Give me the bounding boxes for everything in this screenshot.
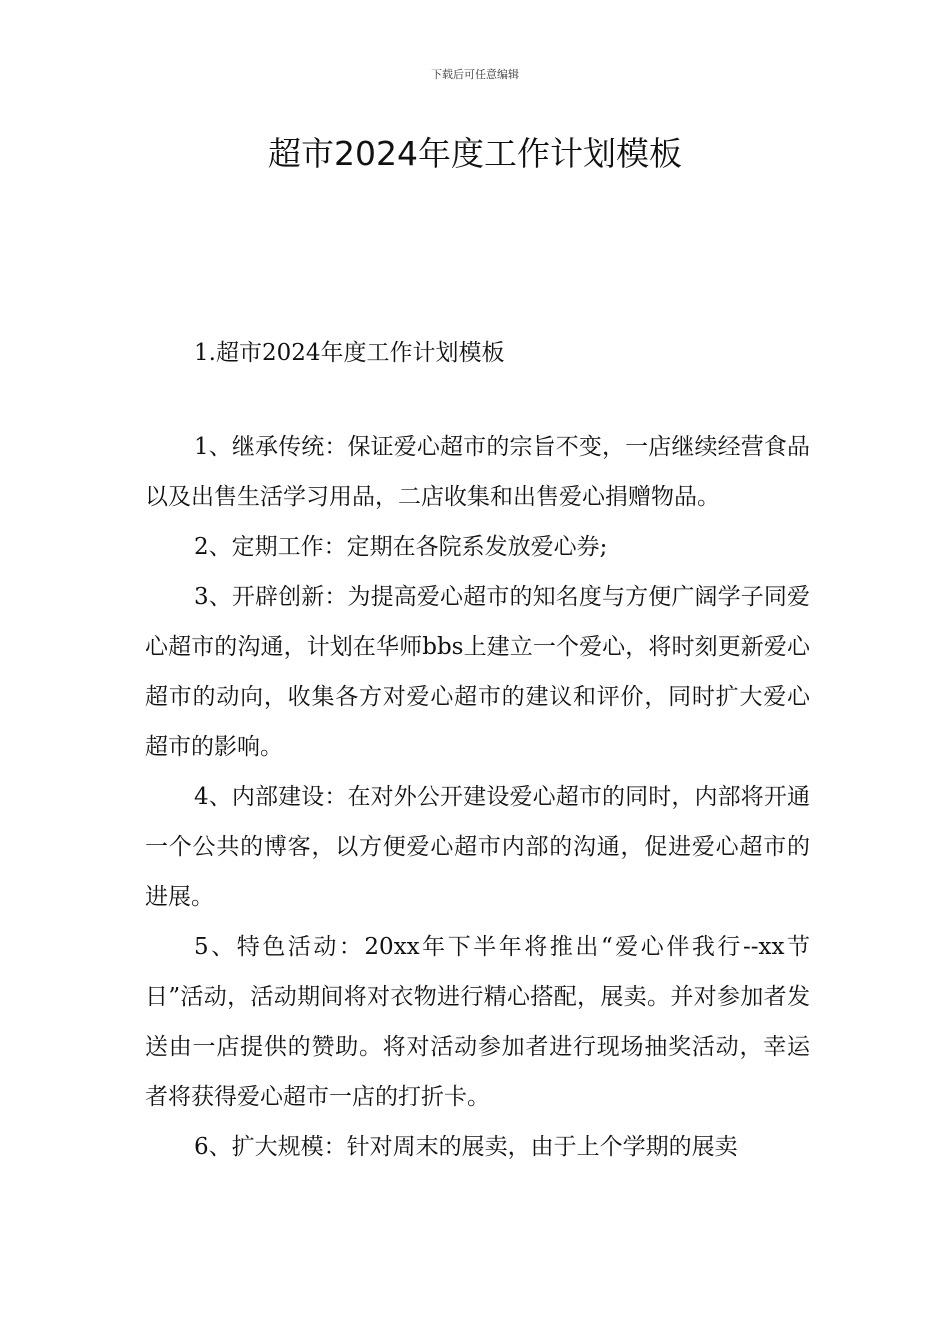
paragraph-expand-scale: 6、扩大规模：针对周末的展卖，由于上个学期的展卖: [194, 1134, 738, 1160]
paragraph-innovation: 3、开辟创新：为提高爱心超市的知名度与方便广阔学子同爱心超市的沟通，计划在华师bbs上建立一个爱心，将时刻更新爱心超市的动向，收集各方对爱心超市的建议和评价，同时扩大爱心超市的影响。: [145, 584, 810, 760]
paragraph-regular-work: 2、定期工作：定期在各院系发放爱心券;: [194, 534, 608, 560]
section-heading: 1.超市2024年度工作计划模板: [194, 340, 505, 366]
page-header-note: 下载后可任意编辑: [431, 68, 519, 81]
document-title: 超市2024年度工作计划模板: [268, 134, 682, 173]
paragraph-special-activity: 5、特色活动：20xx年下半年将推出“爱心伴我行--xx节日”活动，活动期间将对衣物进行精心搭配，展卖。并对参加者发送由一店提供的赞助。将对活动参加者进行现场抽奖活动，幸运者将获得爱心超市一店的打折卡。: [145, 934, 810, 1110]
paragraph-inheritance: 1、继承传统：保证爱心超市的宗旨不变，一店继续经营食品以及出售生活学习用品，二店收集和出售爱心捐赠物品。: [145, 434, 810, 510]
paragraph-internal-building: 4、内部建设：在对外公开建设爱心超市的同时，内部将开通一个公共的博客，以方便爱心超市内部的沟通，促进爱心超市的进展。: [145, 784, 810, 910]
document-body: [145, 422, 810, 1172]
